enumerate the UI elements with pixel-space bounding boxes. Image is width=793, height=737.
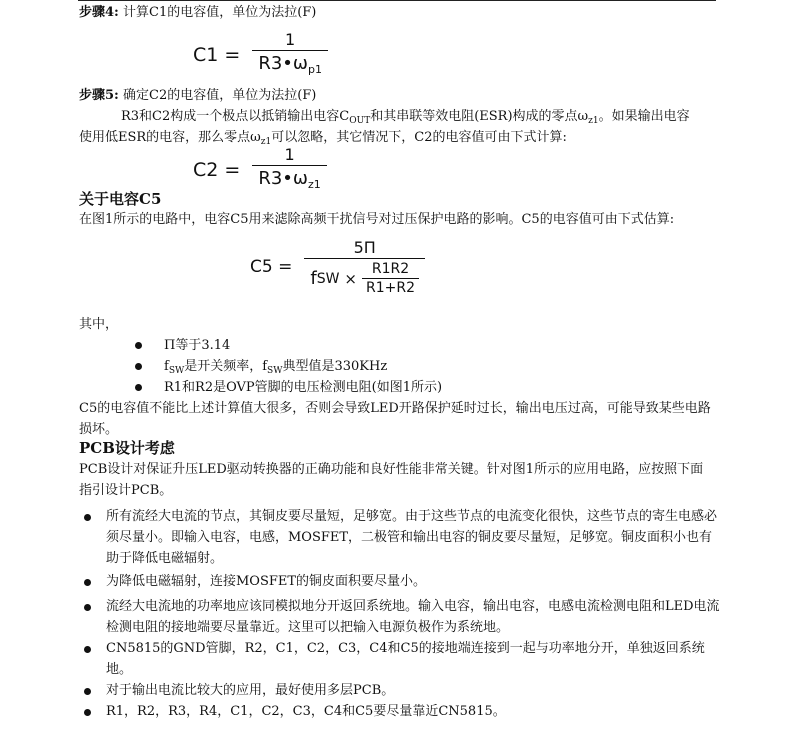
inner-denominator: R1+R2 [362, 278, 419, 297]
cout-subscript: OUT [349, 116, 371, 126]
formula-c2 [193, 145, 327, 195]
step4-text: 计算C1的电容值，单位为法拉(F) [123, 5, 317, 20]
pcb-item [84, 680, 724, 701]
step5-label: 步骤5: [79, 88, 119, 103]
formula-c5-denominator [304, 258, 425, 297]
formula-c2-fraction [252, 145, 326, 195]
bullet-dot [84, 646, 91, 653]
inner-fraction [362, 261, 419, 297]
formula-c1-numerator: 1 [285, 30, 296, 49]
fsw-sub: SW [316, 271, 340, 287]
fsw-desc: 是开关频率，f [184, 359, 268, 374]
pcb-item [84, 638, 724, 680]
pcb-item-text: 所有流经大电流的节点，其铜皮要尽量短，足够宽。由于这些节点的电流变化很快，这些节点的寄生电感必须尽量小。即输入电容，电感，MOSFET，二极管和输出电容的铜皮要尽量短，足够宽。铜皮面积小也有助于降低电磁辐射。 [106, 509, 718, 566]
z1-subscript-2: z1 [260, 137, 272, 147]
fsw-f: f [310, 268, 317, 289]
pcb-item [84, 701, 724, 722]
z1-subscript: z1 [588, 116, 599, 126]
bullet-dot [135, 363, 142, 370]
where-item-text [164, 359, 387, 374]
fsw-sub-text: SW [168, 366, 185, 376]
where-item [140, 377, 442, 398]
pcb-item-text: 流经大电流地的功率地应该同模拟地分开返回系统地。输入电容，输出电容，电感电流检测电阻和LED电流检测电阻的接地端要尽量靠近。这里可以把输入电源负极作为系统地。 [106, 599, 720, 635]
formula-c1-den-sub: p1 [307, 63, 322, 76]
pcb-item [84, 571, 724, 592]
formula-c2-lhs: C2 = [193, 158, 241, 181]
fsw-sub-text-2: SW [267, 366, 283, 376]
c5-intro: 在图1所示的电路中，电容C5用来滤除高频干扰信号对过压保护电路的影响。C5的电容值可由下式估算: [79, 212, 675, 227]
where-label: 其中， [79, 317, 119, 332]
formula-c5-fraction [304, 238, 425, 297]
pcb-heading: PCB设计考虑 [79, 439, 175, 457]
c5-note: C5的电容值不能比上述计算值大很多，否则会导致LED开路保护延时过长，输出电压过高，可能导致某些电路损坏。 [79, 401, 711, 437]
bullet-dot [135, 384, 142, 391]
formula-c2-numerator: 1 [284, 145, 295, 164]
step5-line [79, 85, 719, 106]
times-sign: × [344, 270, 357, 288]
pcb-item-text: R1，R2，R3，R4，C1，C2，C3，C4和C5要尽量靠近CN5815。 [106, 704, 506, 719]
where-item [140, 335, 230, 356]
bullet-dot [84, 604, 91, 611]
formula-c5 [250, 238, 425, 297]
pcb-item [84, 506, 724, 569]
c5-heading: 关于电容C5 [79, 190, 162, 208]
step4-line [79, 2, 719, 23]
step5-para-2a: 使用低ESR的电容，那么零点ω [79, 130, 261, 145]
pcb-item-text: CN5815的GND管脚，R2，C1，C2，C3，C4和C5的接地端连接到一起与功率地分开，单独返回系统地。 [106, 641, 705, 677]
fsw-typical: 典型值是330KHz [282, 359, 388, 374]
step5-para-1b: 和其串联等效电阻(ESR)构成的零点ω [370, 109, 589, 124]
formula-c1-denominator [252, 50, 328, 80]
where-item-text: Π等于3.14 [164, 338, 231, 353]
formula-c2-den-main: R3•ω [258, 168, 308, 189]
formula-c1 [193, 30, 328, 80]
pcb-intro: PCB设计对保证升压LED驱动转换器的正确功能和良好性能非常关键。针对图1所示的应用电路，应按照下面指引设计PCB。 [79, 462, 704, 498]
bullet-dot [84, 688, 91, 695]
step5-para-1a: R3和C2构成一个极点以抵销输出电容C [121, 109, 350, 124]
formula-c5-lhs: C5 = [250, 257, 293, 277]
step5-para-2b: 可以忽略，其它情况下，C2的电容值可由下式计算: [271, 130, 567, 145]
formula-c1-den-main: R3•ω [258, 53, 308, 74]
pcb-item-text: 对于输出电流比较大的应用，最好使用多层PCB。 [106, 683, 395, 698]
formula-c1-lhs: C1 = [193, 43, 241, 66]
formula-c1-fraction [252, 30, 328, 80]
bullet-dot [84, 579, 91, 586]
step4-label: 步骤4: [79, 5, 119, 20]
bullet-dot [84, 514, 91, 521]
bullet-dot [135, 342, 142, 349]
inner-numerator: R1R2 [371, 261, 410, 277]
bullet-dot [84, 709, 91, 716]
fsw-f-text: f [164, 359, 169, 374]
formula-c5-numerator: 5Π [353, 238, 376, 257]
formula-c2-den-sub: z1 [307, 178, 321, 191]
pcb-item [84, 596, 724, 638]
pcb-item-text: 为降低电磁辐射，连接MOSFET的铜皮面积要尽量小。 [106, 574, 427, 589]
step5-text: 确定C2的电容值，单位为法拉(F) [123, 88, 317, 103]
step5-para-line2 [79, 127, 719, 153]
where-item-text: R1和R2是OVP管脚的电压检测电阻(如图1所示) [164, 380, 443, 395]
step5-para-1c: 。如果输出电容 [598, 109, 690, 124]
top-rule [78, 0, 716, 1]
